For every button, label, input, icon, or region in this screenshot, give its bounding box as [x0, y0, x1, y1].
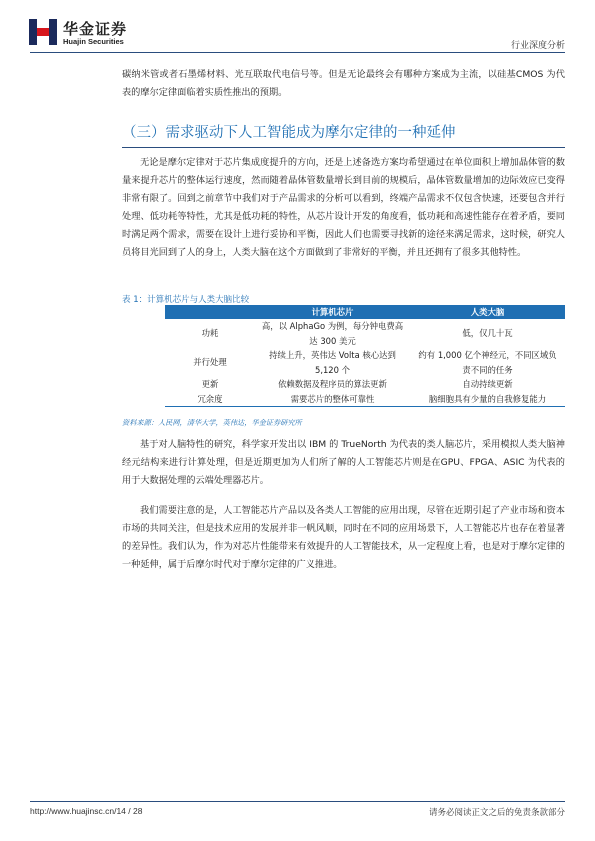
table-header-cell: 人类大脑 [410, 305, 565, 319]
cell-line: 达 300 美元 [309, 335, 356, 346]
page-header [0, 0, 595, 60]
table-header-cell: 计算机芯片 [255, 305, 410, 319]
cell-line: 5,120 个 [314, 364, 350, 375]
table-caption: 表 1：计算机芯片与人类大脑比较 [122, 295, 250, 305]
body-paragraph-3: 我们需要注意的是，人工智能芯片产品以及各类人工智能的应用出现，尽管在近期引起了产业市场和资本市场的共同关注，但是技术应用的发展并非一帆风顺，同时在不同的应用场景下，人工智能芯片也存在着显著的差异性。我们认为，作为对芯片性能带来有效提升的人工智能技术，从一定程度上看，也是对于摩尔定律的一种延伸，属于后摩尔时代对于摩尔定律的广义推进。 [122, 505, 565, 570]
table-row [165, 392, 565, 407]
cell-line: 持续上升，英伟达 Volta 核心达到 [269, 350, 396, 360]
body-paragraph-1: 无论是摩尔定律对于芯片集成度提升的方向，还是上述备选方案均希望通过在单位面积上增加晶体管的数量来提升芯片的整体运行速度，然而随着晶体管数量增长到目前的规模后，晶体管数量增加的边际效应已变得非常有限了。回到之前章节中我们对于产品需求的分析可以看到，终端产品需求不仅包含快速，还要包含并行处理、低功耗等特性，尤其是低功耗的特性，从芯片设计开发的角度看，低功耗和高速性能存在着矛盾，要同时满足两个需求，需要在设计上进行妥协和平衡，因此人们也需要寻找新的途径来满足需求，这时候，研究人员将目光回到了人的身上，人类大脑在这个方面做到了非常好的平衡，并且还拥有了很多其他特性。 [122, 157, 565, 258]
intro-paragraph: 碳纳米管或者石墨烯材料、光互联取代电信号等。但是无论最终会有哪种方案成为主流，以硅基CMOS 为代表的摩尔定律面临着实质性推出的预期。 [122, 69, 565, 98]
table-cell: 低，仅几十瓦 [462, 328, 513, 339]
table-source-note: 资料来源：人民网，清华大学，英伟达，华金证券研究所 [122, 418, 302, 427]
table-row [165, 319, 565, 348]
section-heading: （三）需求驱动下人工智能成为摩尔定律的一种延伸 [122, 125, 456, 141]
footer-disclaimer: 请务必阅读正文之后的免责条款部分 [428, 808, 565, 818]
table-cell [410, 348, 565, 377]
table-row [165, 377, 565, 392]
cell-line: 责不同的任务 [462, 364, 513, 375]
header-divider [30, 52, 565, 53]
row-label: 冗余度 [165, 392, 255, 407]
body-paragraph-2: 基于对人脑特性的研究，科学家开发出以 IBM 的 TrueNorth 为代表的类人脑芯片，采用模拟人类大脑神经元结构来进行计算处理，但是近期更加为人们所了解的人工智能芯片则是在GPU、FPGA、ASIC 为代表的用于大数据处理的云端处理器芯片。 [122, 439, 565, 486]
huajin-logo-mark-icon [28, 17, 58, 47]
logo-chinese-name: 华金证券 [63, 20, 128, 38]
table-cell: 依赖数据及程序员的算法更新 [278, 379, 387, 389]
row-label: 并行处理 [193, 357, 227, 368]
huajin-logo [28, 16, 143, 50]
cell-line: 高，以 AlphaGo 为例，每分钟电费高 [261, 321, 404, 331]
table-cell: 脑细胞具有少量的自我修复能力 [410, 392, 565, 407]
logo-english-name: Huajin Securities [63, 37, 124, 46]
comparison-table [165, 305, 565, 407]
table-cell: 自动持续更新 [462, 379, 513, 389]
table-cell: 需要芯片的整体可靠性 [255, 392, 410, 407]
table-cell [255, 348, 410, 377]
report-type-label: 行业深度分析 [510, 41, 565, 51]
table-header-cell [165, 305, 255, 319]
table-header-row [165, 305, 565, 319]
cell-line: 约有 1,000 亿个神经元，不同区域负 [418, 350, 557, 360]
row-label: 更新 [201, 379, 219, 389]
footer-divider [30, 801, 565, 802]
table-row [165, 348, 565, 377]
table-cell [255, 319, 410, 348]
row-label: 功耗 [201, 328, 219, 339]
section-heading-divider [122, 147, 565, 148]
footer-url-page: http://www.huajinsc.cn/14 / 28 [30, 806, 143, 816]
